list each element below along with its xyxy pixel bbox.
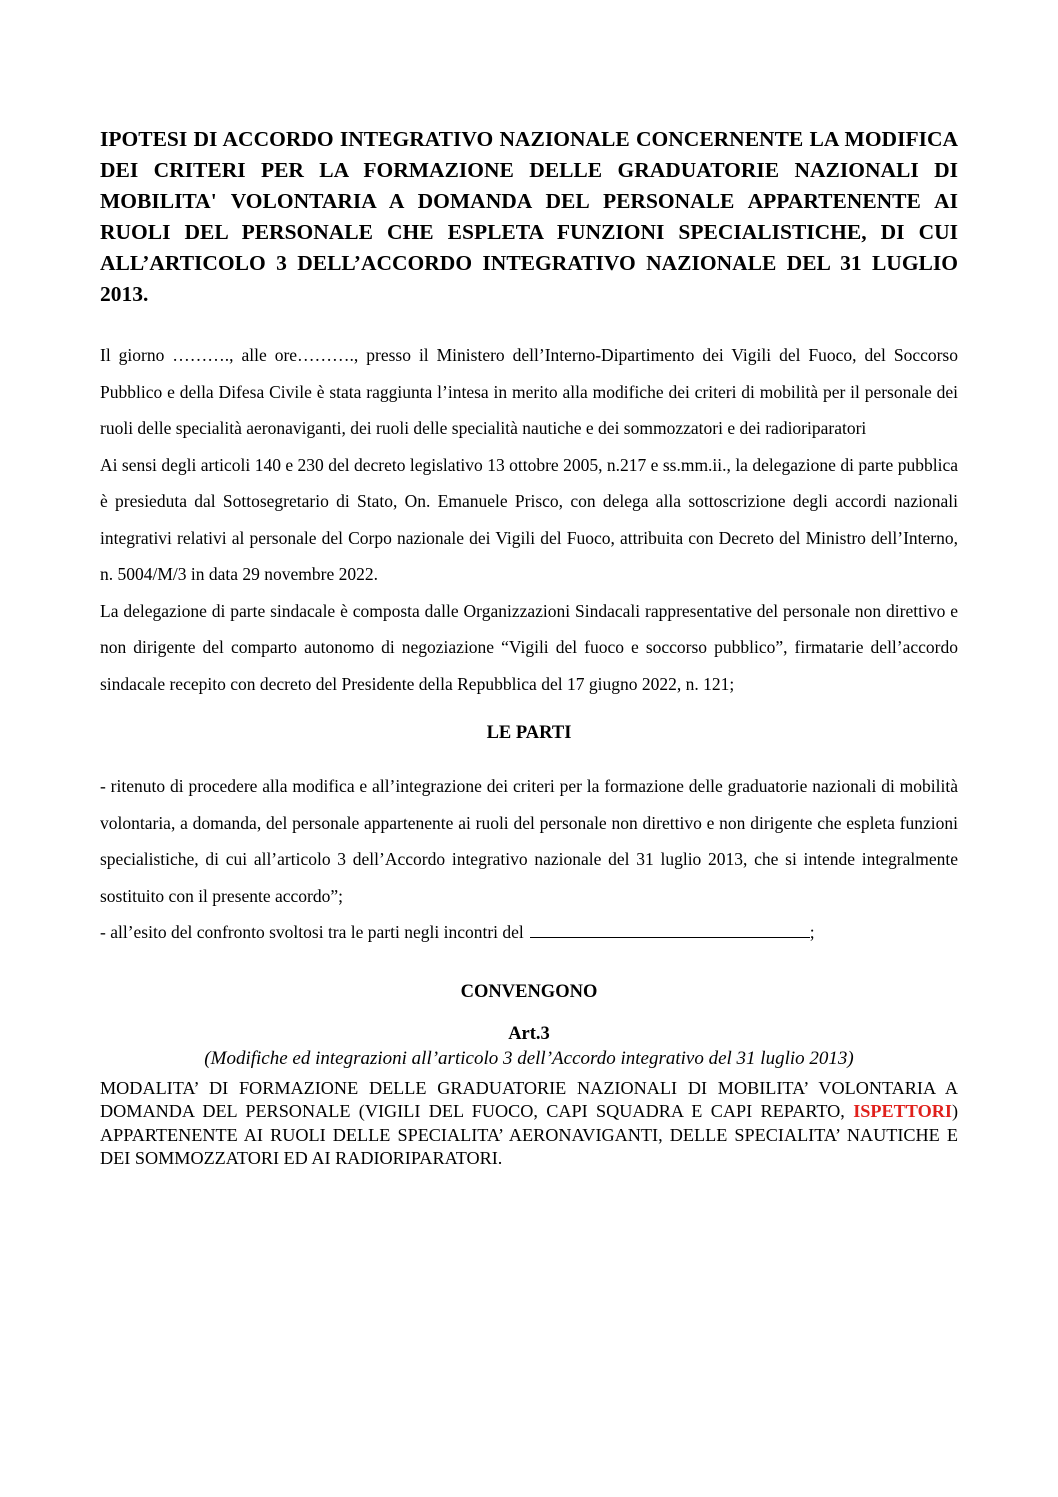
intro-paragraph-3: La delegazione di parte sindacale è composta dalle Organizzazioni Sindacali rappresentative del personale non direttivo e non dirigente del comparto autonomo di negoziazione “Vigili del fuoco e soccorso pubblico”, firmatarie dell’accordo sindacale recepito con decreto del Presidente della Repubblica del 17 giugno 2022, n. 121; (100, 600, 958, 694)
intro-paragraph-2: Ai sensi degli articoli 140 e 230 del decreto legislativo 13 ottobre 2005, n.217 e ss.mm.ii., la delegazione di parte pubblica è presieduta dal Sottosegretario di Stato, On. Emanuele Prisco, con delega alla sottoscrizione degli accordi nazionali integrativi relativi al personale del Corpo nazionale dei Vigili del Fuoco, attribuita con Decreto del Ministro dell’Interno, n. 5004/M/3 in data 29 novembre 2022. (100, 454, 958, 584)
document-title: IPOTESI DI ACCORDO INTEGRATIVO NAZIONALE CONCERNENTE LA MODIFICA DEI CRITERI PER LA FORMAZIONE DELLE GRADUATORIE NAZIONALI DI MOBILITA' VOLONTARIA A DOMANDA DEL PERSONALE APPARTENENTE AI RUOLI DEL PERSONALE CHE ESPLETA FUNZIONI SPECIALISTICHE, DI CUI ALL’ARTICOLO 3 DELL’ACCORDO INTEGRATIVO NAZIONALE DEL 31 LUGLIO 2013. (100, 127, 958, 306)
article-number: Art.3 (508, 1023, 550, 1044)
intro-paragraph-1: Il giorno ………., alle ore………., presso il Ministero dell’Interno-Dipartimento dei Vigili del Fuoco, del Soccorso Pubblico e della Difesa Civile è stata raggiunta l’intesa in merito alla modifiche dei criteri di mobilità per il personale dei ruoli delle specialità aeronaviganti, dei ruoli delle specialità nautiche e dei sommozzatori e dei radioriparatori (100, 345, 958, 438)
fill-in-blank-line (530, 921, 810, 938)
article-body-start: MODALITA’ DI FORMAZIONE DELLE GRADUATORIE NAZIONALI DI MOBILITA’ VOLONTARIA A DOMANDA DEL PERSONALE (VIGILI DEL FUOCO, CAPI SQUADRA E CAPI REPARTO, (100, 1077, 958, 1121)
convengono-heading: CONVENGONO (460, 981, 598, 1002)
parti-item-2 (100, 914, 958, 951)
parti-item-2-end: ; (809, 922, 815, 942)
parti-item-1: - ritenuto di procedere alla modifica e all’integrazione dei criteri per la formazione delle graduatorie nazionali di mobilità volontaria, a domanda, del personale appartenente ai ruoli del personale non direttivo e non dirigente che espleta funzioni specialistiche, di cui all’articolo 3 dell’Accordo integrativo nazionale del 31 luglio 2013, che si intende integralmente sostituito con il presente accordo”; (100, 776, 958, 906)
document-page (100, 124, 958, 1171)
article-body (100, 1077, 958, 1171)
parti-item-2-text: - all’esito del confronto svoltosi tra le parti negli incontri del (100, 922, 524, 942)
parti-heading: LE PARTI (486, 723, 572, 743)
article-body-highlight: ISPETTORI (853, 1101, 952, 1121)
article-body-end: ) APPARTENENTE AI RUOLI DELLE SPECIALITA’ AERONAVIGANTI, DELLE SPECIALITA’ NAUTICHE E DEI SOMMOZZATORI ED AI RADIORIPARATORI. (100, 1101, 958, 1168)
article-subtitle: (Modifiche ed integrazioni all’articolo 3 dell’Accordo integrativo del 31 luglio 2013) (204, 1047, 854, 1069)
